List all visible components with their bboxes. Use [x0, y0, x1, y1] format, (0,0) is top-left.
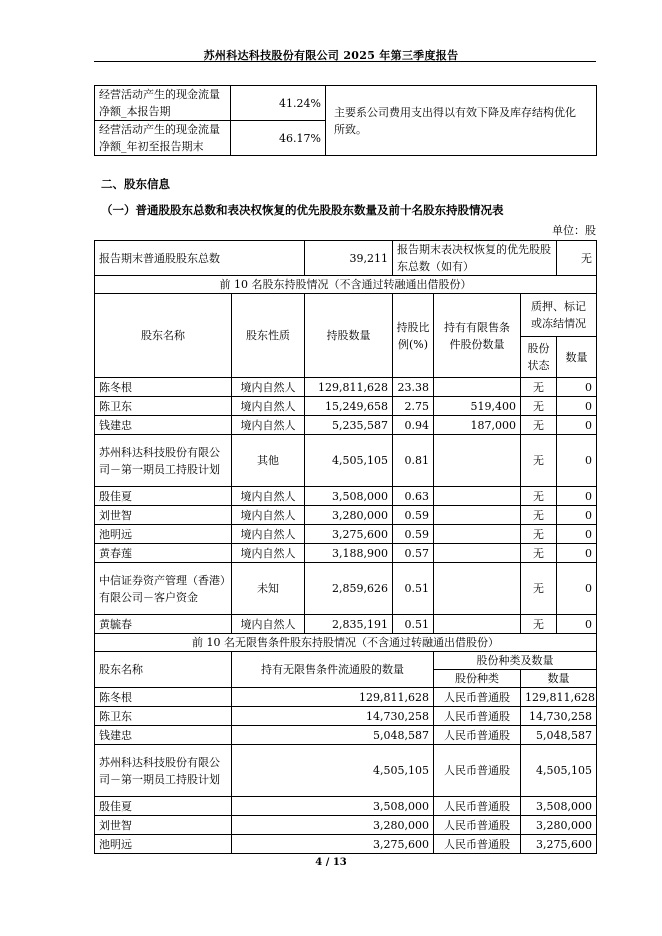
cell-unrestricted-qty: 3,508,000: [232, 797, 434, 816]
cell-name: 陈卫东: [95, 707, 232, 726]
cell-shares: 5,235,587: [305, 416, 393, 435]
cell-status: 无: [521, 615, 557, 634]
cell-name: 钱建忠: [95, 416, 232, 435]
table-row: [95, 544, 597, 563]
cashflow-value: 41.24%: [231, 86, 326, 121]
unit-label: 单位：股: [552, 224, 596, 237]
cell-name: 陈卫东: [95, 397, 232, 416]
unrestricted-caption: 前 10 名无限售条件股东持股情况（不含通过转融通出借股份）: [95, 634, 597, 652]
cell-nature: 境内自然人: [232, 397, 305, 416]
cell-ratio: 0.94: [393, 416, 434, 435]
table-row: [95, 707, 597, 726]
cell-name: 殷佳夏: [95, 487, 232, 506]
cell-share-count: 3,280,000: [521, 816, 597, 835]
cell-qty: 0: [557, 378, 597, 397]
cashflow-label: 经营活动产生的现金流量净额_本报告期: [95, 86, 231, 121]
cell-name: 池明远: [95, 835, 232, 854]
cell-status: 无: [521, 487, 557, 506]
cell-unrestricted-qty: 3,275,600: [232, 835, 434, 854]
cell-name: 中信证券资产管理（香港）有限公司－客户资金: [95, 563, 232, 615]
cell-ratio: 0.59: [393, 506, 434, 525]
cell-shares: 2,859,626: [305, 563, 393, 615]
header-name: 股东名称: [95, 294, 232, 378]
table-row: [95, 487, 597, 506]
table-row: [95, 435, 597, 487]
cell-qty: 0: [557, 435, 597, 487]
shareholder-table: [94, 240, 597, 854]
cell-name: 苏州科达科技股份有限公司－第一期员工持股计划: [95, 745, 232, 797]
cell-name: 苏州科达科技股份有限公司－第一期员工持股计划: [95, 435, 232, 487]
table-row: [95, 726, 597, 745]
cell-share-count: 3,275,600: [521, 835, 597, 854]
table-row: [95, 563, 597, 615]
summary-row: [95, 241, 597, 276]
subsection-title: （一）普通股股东总数和表决权恢复的优先股股东数量及前十名股东持股情况表: [101, 203, 504, 217]
header-rule: [94, 61, 596, 62]
cell-name: 钱建忠: [95, 726, 232, 745]
cell-restricted: [434, 378, 521, 397]
cell-shares: 3,280,000: [305, 506, 393, 525]
cell-share-type: 人民币普通股: [434, 745, 521, 797]
header-unrestricted-qty: 持有无限售条件流通股的数量: [232, 652, 434, 688]
cell-restricted: 519,400: [434, 397, 521, 416]
header-share-count: 数量: [521, 670, 597, 688]
cell-restricted: [434, 435, 521, 487]
header-name: 股东名称: [95, 652, 232, 688]
cell-shares: 15,249,658: [305, 397, 393, 416]
cell-name: 陈冬根: [95, 378, 232, 397]
summary-pref-label: 报告期末表决权恢复的优先股股东总数（如有）: [393, 241, 557, 276]
header-share-type: 股份种类: [434, 670, 521, 688]
header-ratio: 持股比例(%): [393, 294, 434, 378]
cell-share-type: 人民币普通股: [434, 707, 521, 726]
cell-status: 无: [521, 435, 557, 487]
cell-nature: 境内自然人: [232, 487, 305, 506]
cell-ratio: 2.75: [393, 397, 434, 416]
cell-shares: 4,505,105: [305, 435, 393, 487]
table-row: [95, 416, 597, 435]
cell-restricted: [434, 487, 521, 506]
cell-unrestricted-qty: 129,811,628: [232, 688, 434, 707]
cell-name: 刘世智: [95, 506, 232, 525]
cell-share-type: 人民币普通股: [434, 688, 521, 707]
cell-nature: 境内自然人: [232, 544, 305, 563]
cell-status: 无: [521, 506, 557, 525]
cell-ratio: 0.59: [393, 525, 434, 544]
cell-restricted: [434, 506, 521, 525]
cell-restricted: [434, 544, 521, 563]
header-share-group: 股份种类及数量: [434, 652, 597, 670]
cell-share-type: 人民币普通股: [434, 816, 521, 835]
cell-ratio: 0.51: [393, 563, 434, 615]
cell-share-type: 人民币普通股: [434, 726, 521, 745]
cell-unrestricted-qty: 3,280,000: [232, 816, 434, 835]
cashflow-table: [94, 85, 597, 156]
header-pledge-group: 质押、标记或冻结情况: [521, 294, 597, 337]
cell-status: 无: [521, 397, 557, 416]
section-title: 二、股东信息: [101, 177, 170, 191]
cell-status: 无: [521, 378, 557, 397]
table-row: [95, 397, 597, 416]
cell-nature: 境内自然人: [232, 525, 305, 544]
cell-unrestricted-qty: 4,505,105: [232, 745, 434, 797]
cell-share-count: 3,508,000: [521, 797, 597, 816]
cell-share-type: 人民币普通股: [434, 797, 521, 816]
cell-qty: 0: [557, 397, 597, 416]
cell-status: 无: [521, 416, 557, 435]
cell-status: 无: [521, 563, 557, 615]
cell-share-count: 129,811,628: [521, 688, 597, 707]
cashflow-reason: 主要系公司费用支出得以有效下降及库存结构优化所致。: [326, 86, 597, 156]
cell-name: 殷佳夏: [95, 797, 232, 816]
cell-share-count: 4,505,105: [521, 745, 597, 797]
page-number: 4 / 13: [315, 857, 347, 868]
top10-caption: 前 10 名股东持股情况（不含通过转融通出借股份）: [95, 276, 597, 294]
cell-qty: 0: [557, 544, 597, 563]
cell-restricted: 187,000: [434, 416, 521, 435]
table-row: [95, 816, 597, 835]
cell-qty: 0: [557, 563, 597, 615]
cell-qty: 0: [557, 525, 597, 544]
header-restricted: 持有有限售条件股份数量: [434, 294, 521, 378]
cell-shares: 129,811,628: [305, 378, 393, 397]
cell-ratio: 23.38: [393, 378, 434, 397]
cell-nature: 境内自然人: [232, 378, 305, 397]
cell-qty: 0: [557, 506, 597, 525]
cell-share-count: 5,048,587: [521, 726, 597, 745]
table-row: [95, 797, 597, 816]
header-shares: 持股数量: [305, 294, 393, 378]
table-row: [95, 525, 597, 544]
cell-qty: 0: [557, 416, 597, 435]
cell-name: 黄春莲: [95, 544, 232, 563]
cell-name: 刘世智: [95, 816, 232, 835]
cell-restricted: [434, 525, 521, 544]
header-pledge-qty: 数量: [557, 337, 597, 378]
cell-unrestricted-qty: 5,048,587: [232, 726, 434, 745]
cell-status: 无: [521, 525, 557, 544]
cashflow-label: 经营活动产生的现金流量净额_年初至报告期末: [95, 121, 231, 156]
cell-shares: 3,275,600: [305, 525, 393, 544]
summary-common-label: 报告期末普通股股东总数: [95, 241, 305, 276]
cell-ratio: 0.63: [393, 487, 434, 506]
cell-nature: 未知: [232, 563, 305, 615]
cell-name: 池明远: [95, 525, 232, 544]
cell-qty: 0: [557, 487, 597, 506]
cell-unrestricted-qty: 14,730,258: [232, 707, 434, 726]
cell-shares: 2,835,191: [305, 615, 393, 634]
cell-restricted: [434, 563, 521, 615]
cell-share-count: 14,730,258: [521, 707, 597, 726]
table-row: [95, 745, 597, 797]
cell-nature: 其他: [232, 435, 305, 487]
header-nature: 股东性质: [232, 294, 305, 378]
table-row: [95, 506, 597, 525]
cell-ratio: 0.81: [393, 435, 434, 487]
header-pledge-status: 股份状态: [521, 337, 557, 378]
cell-restricted: [434, 615, 521, 634]
unrestricted-header-row: [95, 652, 597, 670]
summary-pref-value: 无: [557, 241, 597, 276]
cell-shares: 3,508,000: [305, 487, 393, 506]
cell-nature: 境内自然人: [232, 506, 305, 525]
cell-ratio: 0.51: [393, 615, 434, 634]
page-header-title: 苏州科达科技股份有限公司 2025 年第三季度报告: [203, 49, 459, 62]
cell-nature: 境内自然人: [232, 615, 305, 634]
cashflow-value: 46.17%: [231, 121, 326, 156]
table-row: [95, 835, 597, 854]
cell-shares: 3,188,900: [305, 544, 393, 563]
cell-qty: 0: [557, 615, 597, 634]
cell-status: 无: [521, 544, 557, 563]
cell-ratio: 0.57: [393, 544, 434, 563]
cell-nature: 境内自然人: [232, 416, 305, 435]
table-row: [95, 688, 597, 707]
table-row: [95, 378, 597, 397]
top10-header-row: [95, 294, 597, 337]
cell-share-type: 人民币普通股: [434, 835, 521, 854]
cell-name: 黄毓春: [95, 615, 232, 634]
table-row: [95, 615, 597, 634]
summary-common-value: 39,211: [305, 241, 393, 276]
cell-name: 陈冬根: [95, 688, 232, 707]
